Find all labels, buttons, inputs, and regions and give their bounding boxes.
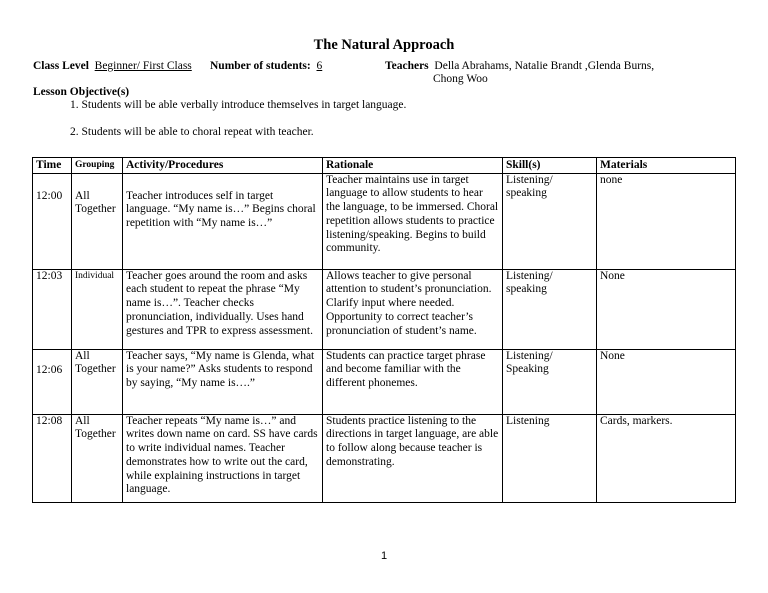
table-row — [33, 414, 736, 502]
class-level-label: Class Level — [33, 60, 89, 72]
cell-skills: Listening — [503, 414, 597, 502]
cell-skills: Listening/ Speaking — [503, 349, 597, 414]
cell-skills: Listening/ speaking — [503, 269, 597, 349]
table-row — [33, 349, 736, 414]
students-label: Number of students: — [210, 60, 311, 72]
cell-skills: Listening/ speaking — [503, 173, 597, 269]
objective-item: 2. Students will be able to choral repeat with teacher. — [70, 126, 314, 138]
cell-grouping: All Together — [72, 349, 123, 414]
cell-rationale: Teacher maintains use in target language to allow students to hear the language, to be immersed. Choral repetition allows students to practice listening/speaking. Begins to build community. — [323, 173, 503, 269]
cell-time: 12:08 — [33, 414, 72, 502]
cell-materials: none — [597, 173, 736, 269]
objectives-heading: Lesson Objective(s) — [33, 86, 130, 98]
students-value: 6 — [316, 60, 323, 72]
column-header-materials: Materials — [597, 158, 736, 174]
column-header-rationale: Rationale — [323, 158, 503, 174]
cell-materials: None — [597, 269, 736, 349]
objective-item: 1. Students will be able verbally introduce themselves in target language. — [70, 99, 407, 111]
column-header-grouping: Grouping — [72, 158, 123, 174]
table-header-row — [33, 158, 736, 174]
column-header-activity: Activity/Procedures — [123, 158, 323, 174]
cell-rationale: Students practice listening to the directions in target language, are able to follow along because teacher is demonstrating. — [323, 414, 503, 502]
document-title: The Natural Approach — [313, 37, 455, 53]
cell-activity: Teacher goes around the room and asks each student to repeat the phrase “My name is…”. Teacher checks pronunciation, individually. Uses hand gestures and TPR to express assessment. — [123, 269, 323, 349]
table-row — [33, 173, 736, 269]
cell-grouping: All Together — [72, 414, 123, 502]
cell-time: 12:00 — [33, 173, 72, 269]
cell-time: 12:06 — [33, 349, 72, 414]
page-number: 1 — [380, 550, 388, 562]
cell-grouping: All Together — [72, 173, 123, 269]
cell-time: 12:03 — [33, 269, 72, 349]
cell-rationale: Students can practice target phrase and become familiar with the different phonemes. — [323, 349, 503, 414]
number-of-students — [210, 59, 322, 73]
teachers-line2: Chong Woo — [433, 73, 488, 85]
cell-materials: Cards, markers. — [597, 414, 736, 502]
teachers — [385, 59, 654, 73]
cell-materials: None — [597, 349, 736, 414]
cell-activity: Teacher introduces self in target language. “My name is…” Begins choral repetition with “My name is…” — [123, 173, 323, 269]
teachers-line1: Della Abrahams, Natalie Brandt ,Glenda Burns, — [434, 60, 655, 72]
cell-rationale: Allows teacher to give personal attention to student’s pronunciation. Clarify input where needed. Opportunity to correct teacher’s pronunciation of student’s name. — [323, 269, 503, 349]
cell-activity: Teacher says, “My name is Glenda, what is your name?” Asks students to respond by saying, “My name is….” — [123, 349, 323, 414]
lesson-plan-table — [32, 157, 736, 503]
table-row — [33, 269, 736, 349]
class-level — [33, 59, 192, 73]
cell-grouping: Individual — [72, 269, 123, 349]
teachers-label: Teachers — [385, 60, 429, 72]
column-header-time: Time — [33, 158, 72, 174]
class-level-value: Beginner/ First Class — [94, 60, 192, 72]
cell-activity: Teacher repeats “My name is…” and writes down name on card. SS have cards to write individual names. Teacher demonstrates how to write out the card, while explaining instructions in target language. — [123, 414, 323, 502]
column-header-skills: Skill(s) — [503, 158, 597, 174]
